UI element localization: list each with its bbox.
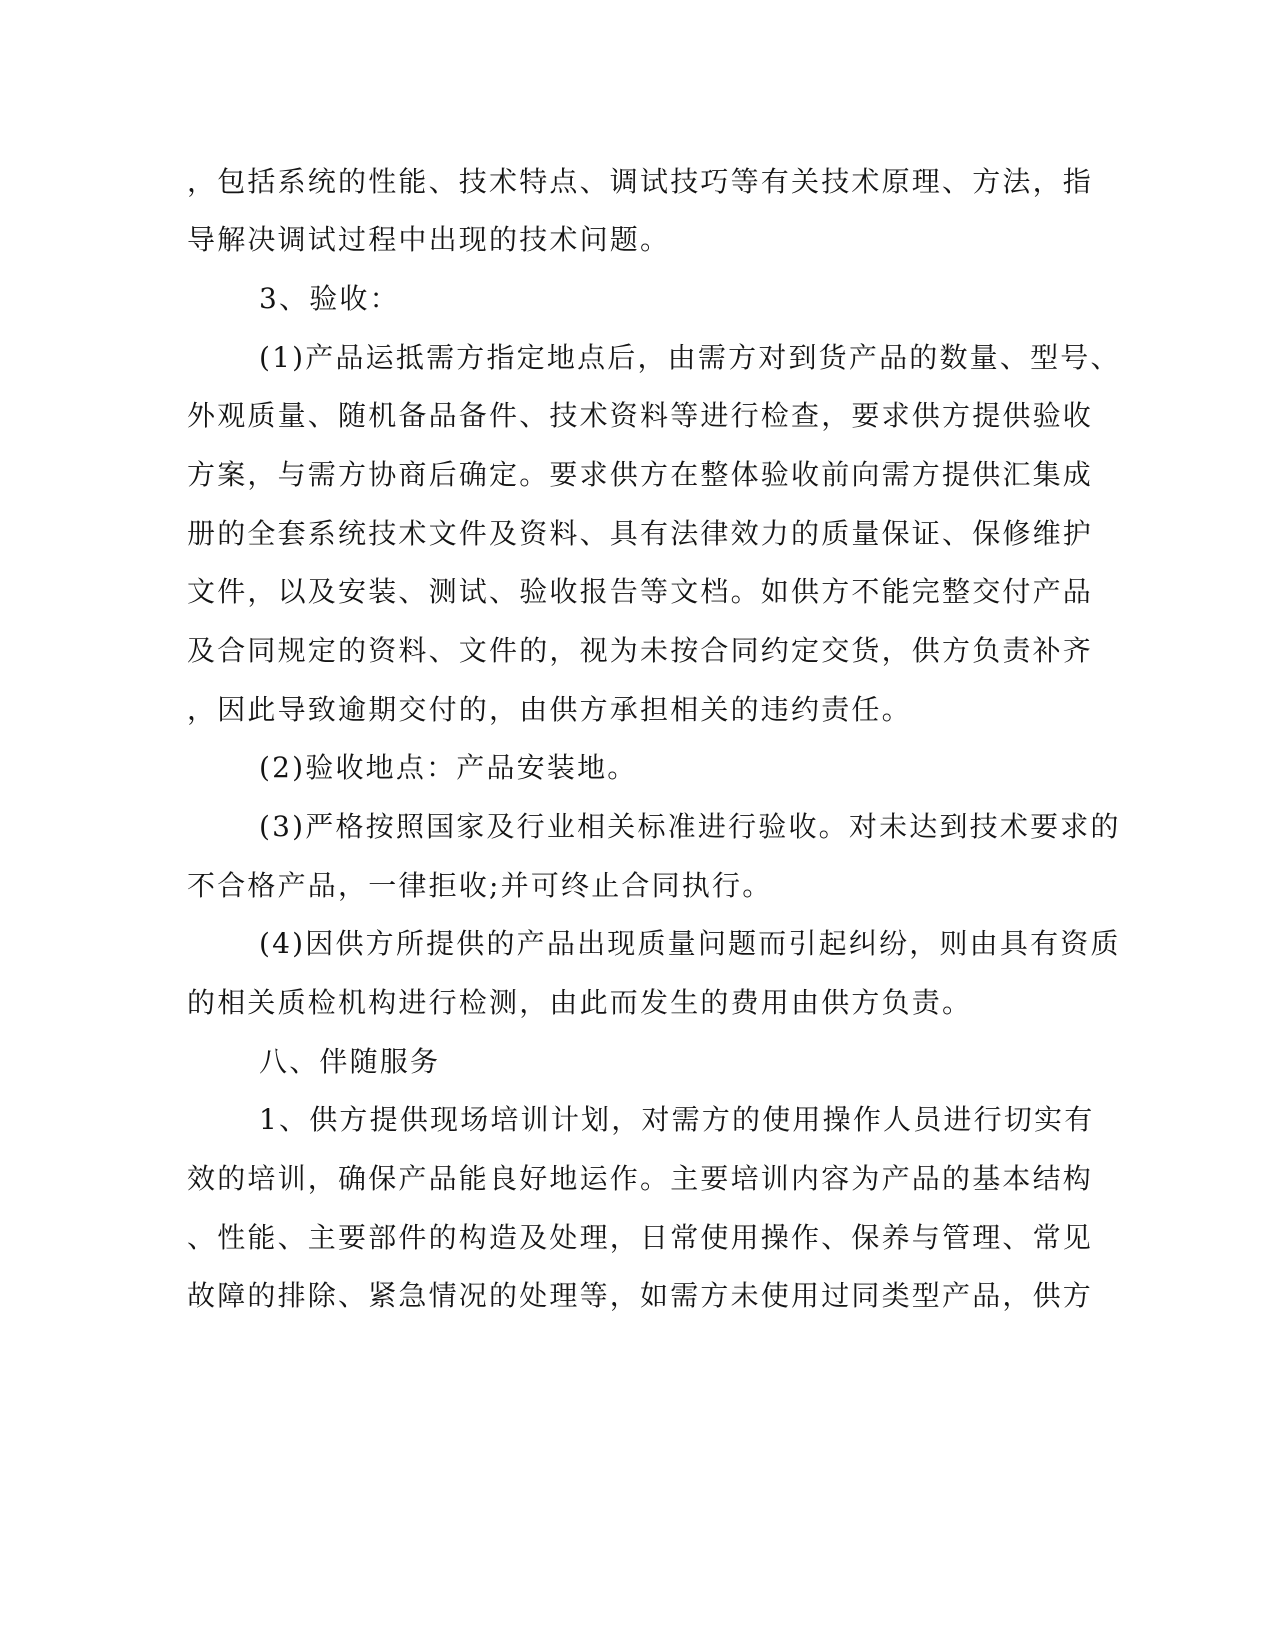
text-line: 、性能、主要部件的构造及处理，日常使用操作、保养与管理、常见 (187, 1221, 1094, 1254)
text-line: 1、供方提供现场培训计划，对需方的使用操作人员进行切实有 (259, 1103, 1095, 1136)
text-line: 不合格产品，一律拒收;并可终止合同执行。 (187, 869, 773, 902)
text-line: (1)产品运抵需方指定地点后，由需方对到货产品的数量、型号、 (259, 341, 1121, 374)
text-line: ，包括系统的性能、技术特点、调试技巧等有关技术原理、方法，指 (187, 165, 1094, 198)
text-line: ，因此导致逾期交付的，由供方承担相关的违约责任。 (187, 693, 912, 726)
text-line: (3)严格按照国家及行业相关标准进行验收。对未达到技术要求的 (259, 810, 1121, 843)
text-line: 故障的排除、紧急情况的处理等，如需方未使用过同类型产品，供方 (187, 1279, 1094, 1312)
text-line: 文件，以及安装、测试、验收报告等文档。如供方不能完整交付产品 (187, 575, 1094, 608)
text-line: 导解决调试过程中出现的技术问题。 (187, 223, 671, 256)
text-line: (2)验收地点：产品安装地。 (259, 751, 638, 784)
text-line: (4)因供方所提供的产品出现质量问题而引起纠纷，则由具有资质 (259, 927, 1121, 960)
text-line: 及合同规定的资料、文件的，视为未按合同约定交货，供方负责补齐 (187, 634, 1094, 667)
section-heading-acceptance: 3、验收： (259, 282, 400, 315)
section-heading-accompanying-services: 八、伴随服务 (259, 1045, 441, 1078)
text-line: 方案，与需方协商后确定。要求供方在整体验收前向需方提供汇集成 (187, 458, 1094, 491)
text-line: 册的全套系统技术文件及资料、具有法律效力的质量保证、保修维护 (187, 517, 1094, 550)
text-line: 的相关质检机构进行检测，由此而发生的费用由供方负责。 (187, 986, 973, 1019)
text-line: 效的培训，确保产品能良好地运作。主要培训内容为产品的基本结构 (187, 1162, 1094, 1195)
text-line: 外观质量、随机备品备件、技术资料等进行检查，要求供方提供验收 (187, 399, 1094, 432)
